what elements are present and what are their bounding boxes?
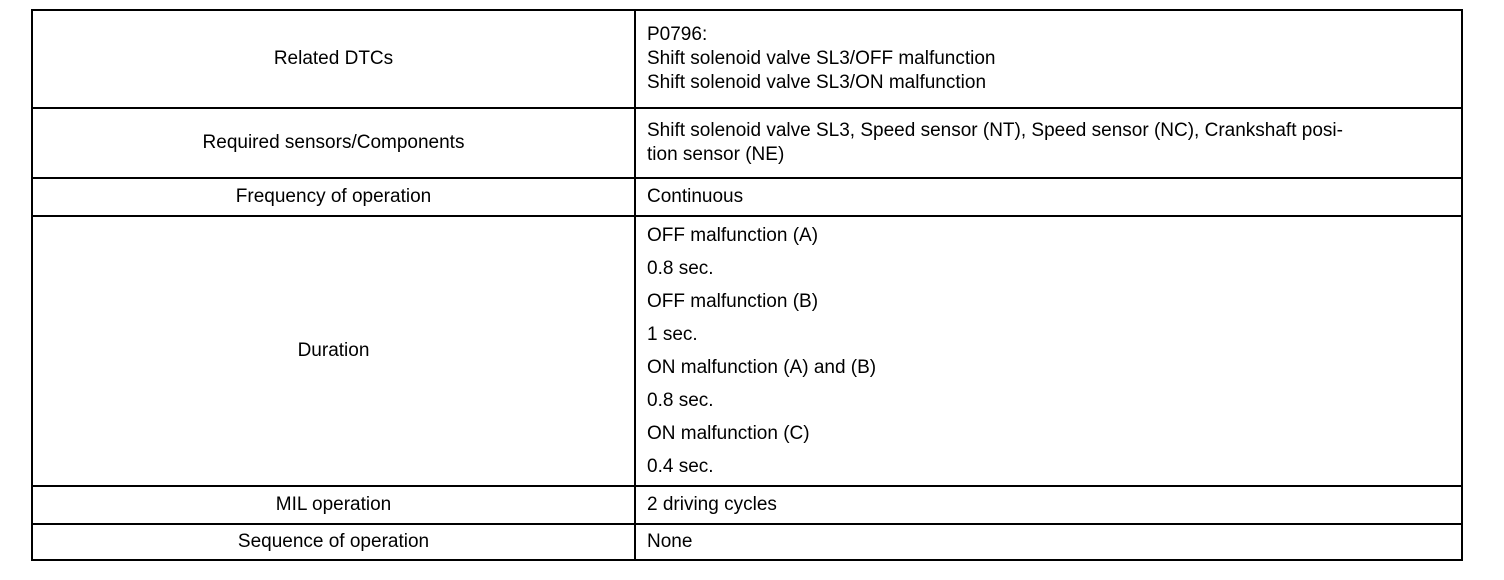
value-line: ON malfunction (A) and (B): [647, 357, 877, 378]
value-line: 1 sec.: [647, 324, 698, 345]
table-row: [32, 108, 1462, 178]
row-label: Related DTCs: [32, 10, 635, 108]
value-line: ON malfunction (C): [647, 423, 810, 444]
row-label: MIL operation: [32, 486, 635, 524]
row-value: [635, 108, 1462, 178]
row-label: Required sensors/Components: [32, 108, 635, 178]
row-value: [635, 486, 1462, 524]
row-label: Duration: [32, 216, 635, 486]
value-line: Continuous: [647, 186, 744, 207]
value-line: 0.8 sec.: [647, 390, 714, 411]
row-value: [635, 10, 1462, 108]
table-row: [32, 216, 1462, 486]
value-line: OFF malfunction (B): [647, 291, 819, 312]
row-value: [635, 524, 1462, 560]
table-row: [32, 486, 1462, 524]
table-row: [32, 524, 1462, 560]
table-row: [32, 10, 1462, 108]
value-line: Shift solenoid valve SL3/OFF malfunction: [647, 48, 996, 69]
monitor-spec-table: [31, 9, 1463, 561]
row-value: [635, 216, 1462, 486]
value-line: tion sensor (NE): [647, 144, 785, 165]
value-line: Shift solenoid valve SL3, Speed sensor (NT), Speed sensor (NC), Crankshaft posi-: [647, 120, 1343, 141]
row-value: [635, 178, 1462, 216]
value-line: 0.4 sec.: [647, 456, 714, 477]
value-line: 2 driving cycles: [647, 494, 777, 515]
value-line: Shift solenoid valve SL3/ON malfunction: [647, 72, 987, 93]
row-label: Frequency of operation: [32, 178, 635, 216]
value-line: P0796:: [647, 24, 708, 45]
value-line: None: [647, 531, 693, 552]
value-line: 0.8 sec.: [647, 258, 714, 279]
row-label: Sequence of operation: [32, 524, 635, 560]
value-line: OFF malfunction (A): [647, 225, 819, 246]
table-row: [32, 178, 1462, 216]
